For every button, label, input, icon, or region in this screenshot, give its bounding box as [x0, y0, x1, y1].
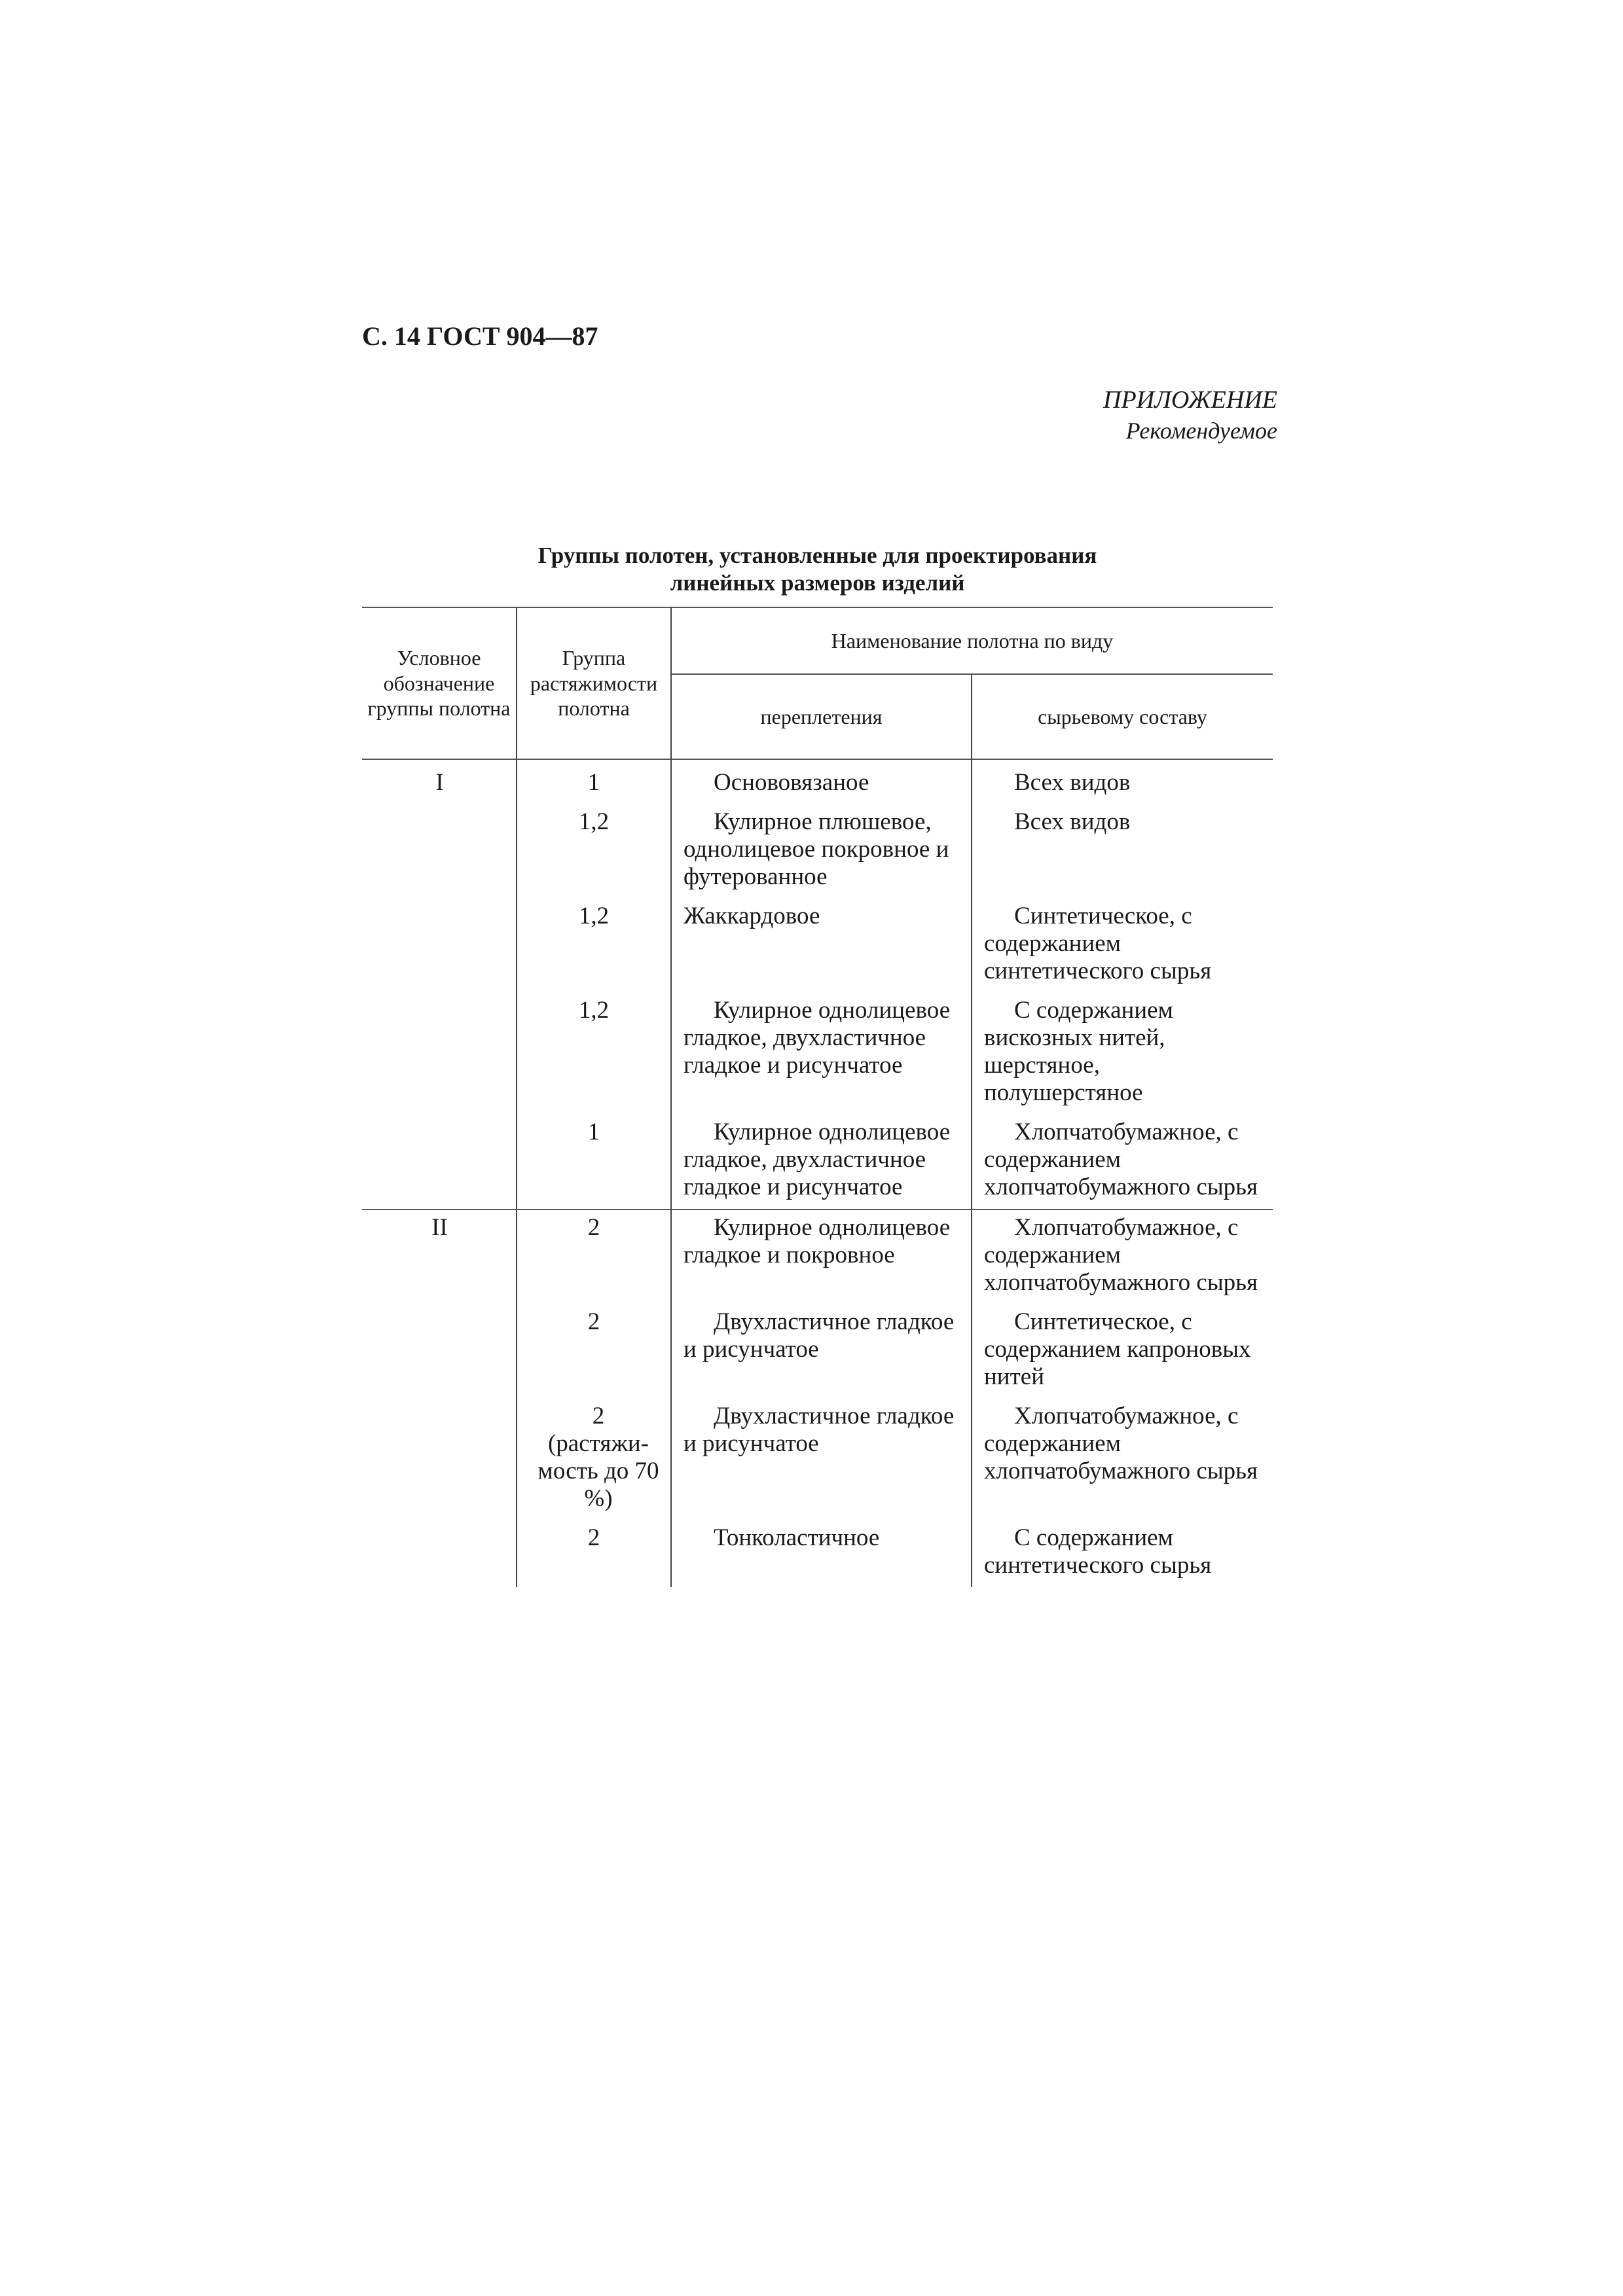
cell-designation: I	[362, 759, 517, 804]
cell-designation	[362, 993, 517, 1115]
table-row	[362, 1115, 1273, 1210]
cell-weave: Жаккардовое	[671, 899, 972, 993]
cell-stretch: 2	[517, 1520, 671, 1587]
cell-weave: Кулирное плюшевое, однолицевое покровное и футерованное	[671, 804, 972, 899]
cell-stretch: 1	[517, 759, 671, 804]
table-row	[362, 804, 1273, 899]
cell-stretch: 1,2	[517, 993, 671, 1115]
fabric-groups-table	[362, 607, 1273, 1587]
cell-designation: II	[362, 1210, 517, 1304]
cell-material: Хлопчатобумажное, с содержанием хлопчатобумажного сырья	[972, 1399, 1273, 1520]
cell-weave: Кулирное однолицевое гладкое, двухластичное гладкое и рисунчатое	[671, 993, 972, 1115]
cell-designation	[362, 1399, 517, 1520]
cell-material: Всех видов	[972, 759, 1273, 804]
cell-stretch: 2	[517, 1210, 671, 1304]
cell-stretch	[517, 1399, 671, 1520]
cell-material: С содержанием вискозных нитей, шерстяное, полушерстяное	[972, 993, 1273, 1115]
appendix-label	[1103, 385, 1277, 446]
header-weave: переплетения	[671, 674, 972, 759]
table-title-line-2: линейных размеров изделий	[670, 570, 965, 596]
cell-weave: Тонколастичное	[671, 1520, 972, 1587]
table-row	[362, 1304, 1273, 1399]
page-header: С. 14 ГОСТ 904—87	[362, 321, 598, 351]
appendix-status: Рекомендуемое	[1125, 417, 1277, 444]
table-header	[362, 607, 1273, 759]
table-row	[362, 899, 1273, 993]
cell-weave: Основовязаное	[671, 759, 972, 804]
cell-stretch: 1,2	[517, 804, 671, 899]
table-row	[362, 1520, 1273, 1587]
cell-material: Хлопчатобумажное, с содержанием хлопчатобумажного сырья	[972, 1210, 1273, 1304]
table-body	[362, 759, 1273, 1587]
cell-weave: Кулирное однолицевое гладкое и покровное	[671, 1210, 972, 1304]
header-stretch-group: Группа растяжимости полотна	[517, 607, 671, 759]
cell-designation	[362, 899, 517, 993]
table-row	[362, 993, 1273, 1115]
cell-weave: Кулирное однолицевое гладкое, двухластичное гладкое и рисунчатое	[671, 1115, 972, 1210]
cell-material: С содержанием синтетического сырья	[972, 1520, 1273, 1587]
table-title	[362, 542, 1273, 597]
cell-designation	[362, 1520, 517, 1587]
header-designation: Условное обозначение группы полотна	[362, 607, 517, 759]
cell-material: Всех видов	[972, 804, 1273, 899]
cell-designation	[362, 1115, 517, 1210]
stretch-note: (растяжи-мость до 70 %)	[538, 1430, 659, 1512]
table-row	[362, 1399, 1273, 1520]
cell-stretch: 2	[517, 1304, 671, 1399]
cell-designation	[362, 1304, 517, 1399]
table-row	[362, 759, 1273, 804]
header-name-by-type: Наименование полотна по виду	[671, 607, 1273, 674]
cell-weave: Двухластичное гладкое и рисунчатое	[671, 1399, 972, 1520]
cell-material: Синтетическое, с содержанием синтетического сырья	[972, 899, 1273, 993]
cell-stretch: 1	[517, 1115, 671, 1210]
header-raw-material: сырьевому составу	[972, 674, 1273, 759]
stretch-value: 2	[592, 1403, 605, 1429]
appendix-title: ПРИЛОЖЕНИЕ	[1103, 386, 1277, 414]
table-row	[362, 1210, 1273, 1304]
cell-weave: Двухластичное гладкое и рисунчатое	[671, 1304, 972, 1399]
cell-material: Хлопчатобумажное, с содержанием хлопчатобумажного сырья	[972, 1115, 1273, 1210]
table-title-line-1: Группы полотен, установленные для проектирования	[538, 543, 1097, 568]
cell-designation	[362, 804, 517, 899]
cell-stretch: 1,2	[517, 899, 671, 993]
cell-material: Синтетическое, с содержанием капроновых нитей	[972, 1304, 1273, 1399]
